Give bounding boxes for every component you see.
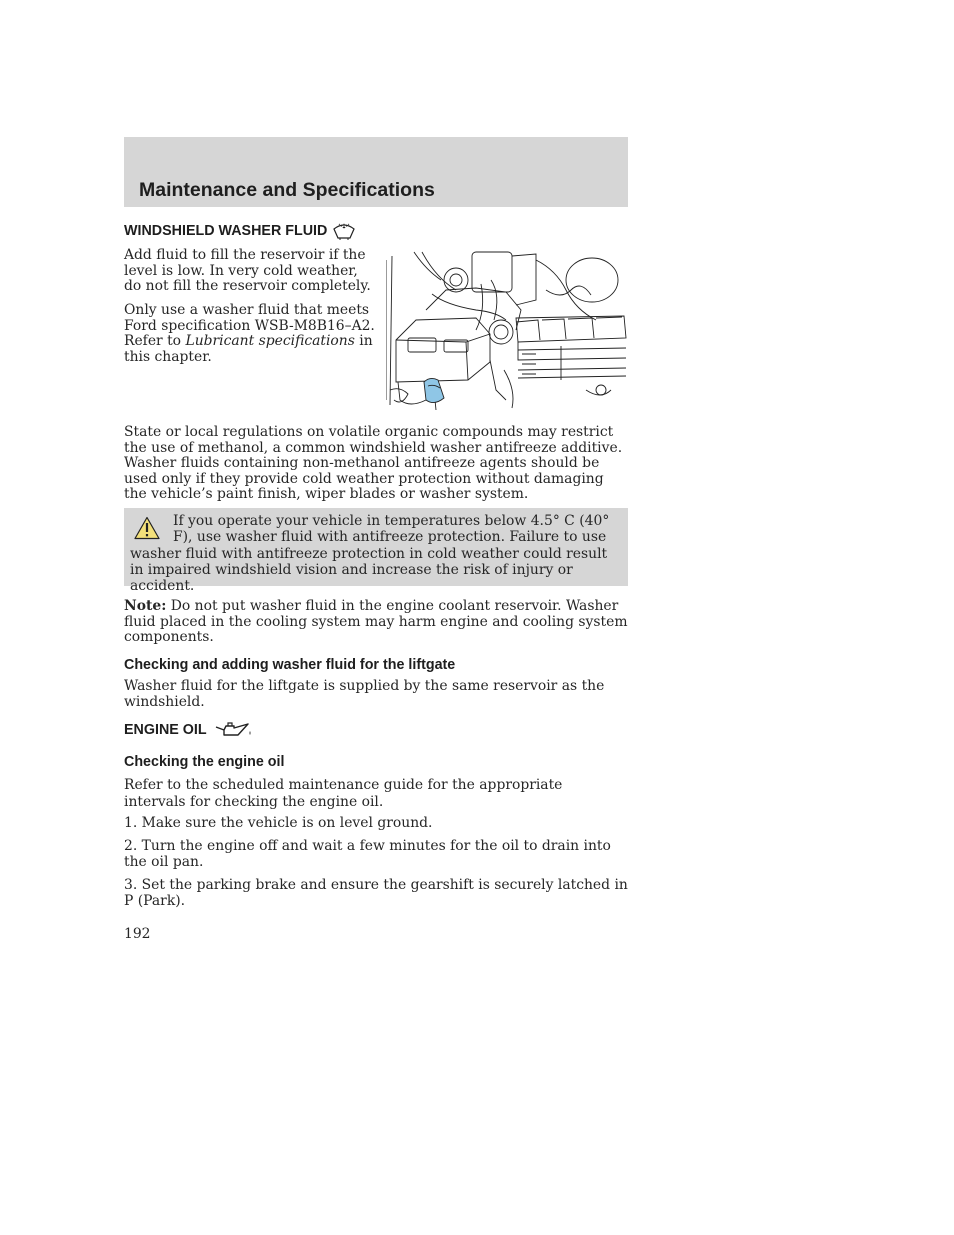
engine-compartment-illustration (386, 250, 628, 410)
washer-spec-prefix: Only use a washer fluid that meets Ford specification WSB-M8B16–A2. Refer to (124, 302, 375, 350)
oil-intro-paragraph: Refer to the scheduled maintenance guide for the appropriate intervals for checking the engine oil. (124, 777, 563, 810)
washer-reservoir-cap (424, 378, 444, 402)
oil-step-1: 1. Make sure the vehicle is on level ground. (124, 815, 433, 831)
washer-fluid-heading-text: WINDSHIELD WASHER FLUID (124, 223, 328, 239)
warning-box (124, 508, 628, 595)
page-number: 192 (124, 926, 151, 942)
washer-fluid-heading (124, 222, 356, 240)
note-paragraph (124, 599, 628, 646)
voc-regulations-paragraph: State or local regulations on volatile organic compounds may restrict the use of methanol, a common windshield washer antifreeze additive. Washer fluids containing non-methanol antifreeze agents should be used only if they provide cold weather protection without damaging the vehicle’s paint finish, wiper blades or washer system. (124, 424, 623, 503)
warning-text: If you operate your vehicle in temperatures below 4.5° C (40° F), use washer fluid with antifreeze protection. Failure to use washer fluid with antifreeze protection in cold weather could result in impaired windshield vision and increase the risk of injury or accident. (130, 513, 610, 595)
liftgate-heading: Checking and adding washer fluid for the liftgate (124, 657, 456, 673)
lubricant-specifications-reference: Lubricant specifications (185, 333, 355, 350)
note-label: Note: (124, 598, 167, 614)
section-header-band (124, 137, 628, 207)
page-title: Maintenance and Specifications (139, 179, 435, 201)
warning-paragraph (130, 513, 622, 594)
engine-oil-heading (124, 722, 252, 738)
oil-step-2: 2. Turn the engine off and wait a few minutes for the oil to drain into the oil pan. (124, 838, 611, 870)
liftgate-paragraph: Washer fluid for the liftgate is supplied by the same reservoir as the windshield. (124, 678, 605, 710)
checking-oil-heading: Checking the engine oil (124, 754, 285, 770)
oil-can-icon (214, 722, 252, 738)
washer-para-fill: Add fluid to fill the reservoir if the level is low. In very cold weather, do not fill the reservoir completely. (124, 247, 371, 295)
warning-triangle-icon (134, 516, 160, 540)
engine-oil-heading-text: ENGINE OIL (124, 722, 207, 738)
note-text: Do not put washer fluid in the engine coolant reservoir. Washer fluid placed in the cooling system may harm engine and cooling system components. (124, 598, 628, 646)
washer-para-spec (124, 303, 379, 365)
oil-step-3: 3. Set the parking brake and ensure the gearshift is securely latched in P (Park). (124, 877, 628, 909)
washer-spec-suffix: in this chapter. (124, 333, 373, 365)
windshield-washer-icon (332, 222, 356, 240)
